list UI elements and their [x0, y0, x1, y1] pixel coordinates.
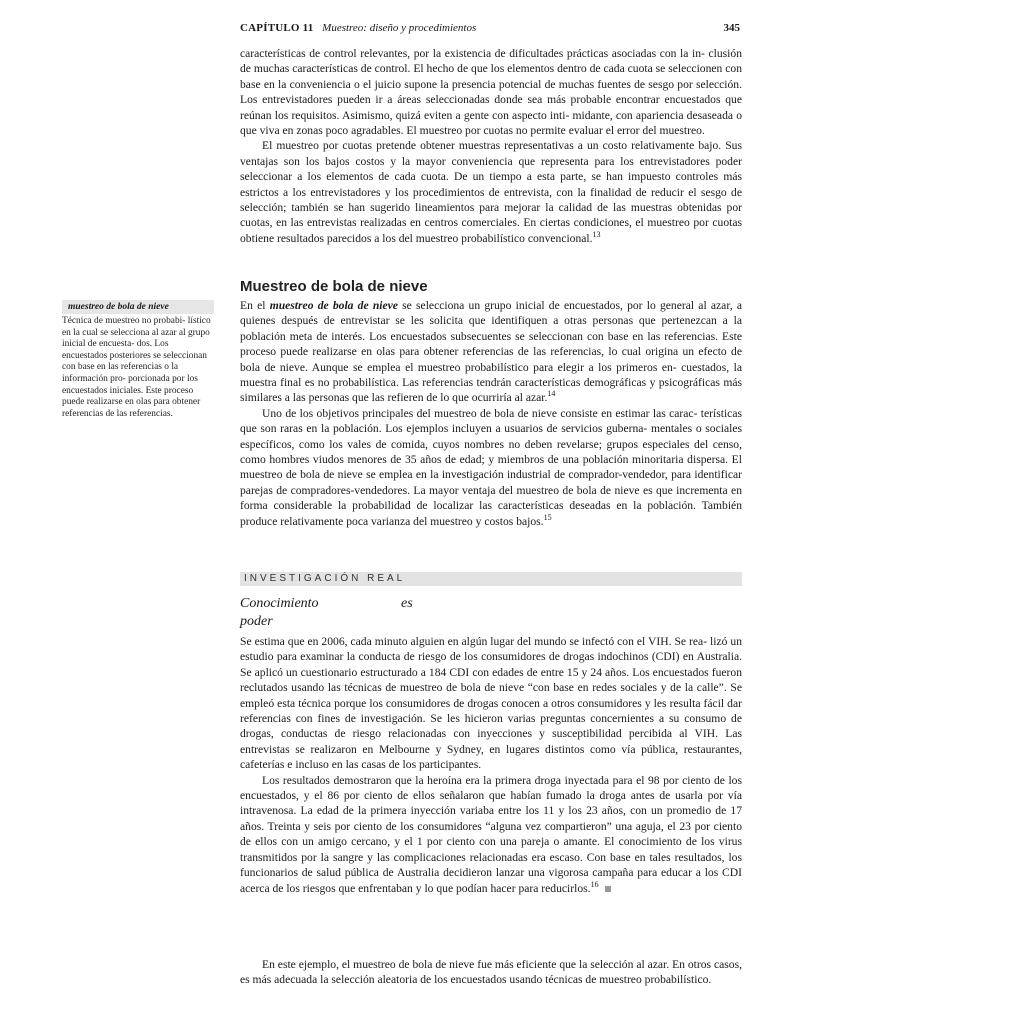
intro-paragraph-2: El muestreo por cuotas pretende obtener muestras representativas a un costo relativamente bajo. Sus ventajas son los bajos costos y la mayor conveniencia que representa para los entrevistadores poder seleccionar a los elementos de cada cuota. De un tiempo a esta parte, se han impuesto controles más estrictos a los entrevistadores y los procedimientos de entrevista, con la finalidad de reducir el sesgo de selección; también se han sugerido lineamientos para mejorar la calidad de las muestras obtenidas por cuotas, en las entrevistas realizadas en centros comerciales. En ciertas condiciones, el muestreo por cuotas obtiene resultados parecidos a los del muestreo probabilístico convencional.$^{13}$: [240, 139, 742, 245]
footnote-ref: 16: [590, 879, 599, 889]
end-of-box-icon: [605, 886, 611, 892]
intro-text: [240, 46, 742, 246]
real-research-banner: INVESTIGACIÓN REAL: [240, 572, 742, 586]
intro-paragraph-1: características de control relevantes, por la existencia de dificultades prácticas asociadas con la in- clusión de muchas características de control. El hecho de que los elementos dentro de cada cuota se seleccionen con base en la conveniencia o el juicio supone la presencia potencial de muchas fuentes de sesgo por selección. Los entrevistadores pueden ir a áreas seleccionadas donde sea más probable encontrar encuestados que reúnan los requisitos. Asimismo, quizá eviten a gente con aspecto inti- midante, con apariencia desaseada o que viva en zonas poco agradables. El muestreo por cuotas no permite evaluar el error del muestreo.: [240, 47, 742, 138]
box-paragraph-1: Se estima que en 2006, cada minuto alguien en algún lugar del mundo se infectó con el VIH. Se rea- lizó un estudio para examinar la conducta de riesgo de los consumidores de drogas indochinos (CDI) en Australia. Se aplicó un cuestionario estructurado a 184 CDI con edades de entre 15 y 24 años. Los encuestados fueron reclutados usando las técnicas de muestreo de bola de nieve “con base en redes sociales y de la calle”. Se empleó esta técnica porque los consumidores de drogas conocen a otros consumidores y les resulta fácil dar referencias con fines de investigación. Se les hicieron varias preguntas concernientes a su consumo de drogas, conductas de riesgo relacionadas con inyecciones y susceptibilidad percibida al VIH. Las entrevistas se realizaron en Melbourne y Sydney, en lugares distintos como vía pública, restaurantes, cafeterías e incluso en las casas de los participantes.: [240, 635, 742, 772]
section-paragraph-2: Uno de los objetivos principales del muestreo de bola de nieve consiste en estimar las carac- terísticas que son raras en la población. Los ejemplos incluyen a usuarios de servicios guberna- mentales o sociales específicos, como los vales de comida, cuyos nombres no deben revelarse; grupos especiales del censo, como hombres viudos menores de 35 años de edad; y miembros de una población minoritaria dispersa. El muestreo de bola de nieve se emplea en la investigación industrial de comprador-vendedor, para identificar parejas de compradores-vendedores. La mayor ventaja del muestreo de bola de nieve es que incrementa en forma considerable la probabilidad de localizar las características deseadas en la población. También produce relativamente poca varianza del muestreo y costos bajos.$^{15}$: [240, 406, 742, 528]
section-title: Muestreo de bola de nieve: [240, 278, 428, 295]
chapter-subtitle: Muestreo: diseño y procedimientos: [322, 22, 477, 34]
closing-text: [240, 957, 742, 988]
box-paragraph-2: Los resultados demostraron que la heroína era la primera droga inyectada para el 98 por ciento de los encuestados, y el 86 por ciento de ellos señalaron que habían fumado la droga antes de usarla por vía intravenosa. La edad de la primera inyección variaba entre los 11 y los 23 años, con un promedio de 17 años. Treinta y seis por ciento de los consumidores “alguna vez compartieron” una aguja, el 23 por ciento de ellos con un amigo cercano, y el 1 por ciento con una pareja o amante. El conocimiento de los virus transmitidos por la sangre y las complicaciones relacionadas era escaso. Con base en tales resultados, los funcionarios de salud pública de Australia decidieron lanzar una vigorosa campaña para educar a los CDI acerca de los riesgos que enfrentaban y lo que podían hacer para reducirlos.$^{16}$: [240, 773, 742, 895]
box-title: Conocimiento es poder: [240, 596, 413, 629]
section-paragraph-1: En el muestreo de bola de nieve se selecciona un grupo inicial de encuestados, por lo general al azar, a quienes después de entrevistar se les solicita que identifiquen a otras personas que pertenezcan a la población meta de interés. Los encuestados subsecuentes se seleccionan con base en las referencias. Este proceso puede realizarse en olas para obtener referencias de las referencias, lo cual origina un efecto de bola de nieve. Aunque se emplea el muestreo probabilístico para elegir a los primeros en- cuestados, la muestra final es no probabilística. Las referencias tendrán características demográficas y psicográficas más similares a las personas que las refieren de lo que ocurriría al azar.$^{14}$: [240, 299, 742, 405]
section-text: [240, 298, 742, 529]
chapter-label: CAPÍTULO 11: [240, 22, 314, 34]
box-text: [240, 634, 742, 896]
margin-definition: [62, 300, 214, 420]
key-term: muestreo de bola de nieve: [269, 299, 398, 312]
margin-term: muestreo de bola de nieve: [62, 300, 214, 314]
margin-definition-text: Técnica de muestreo no probabi- lístico en la cual se selecciona al azar al grupo inicial de encuesta- dos. Los encuestados posteriores se seleccionan con base en las referencias o la información pro- porcionada por los encuestados iniciales. Este proceso puede realizarse en olas para obtener referencias de las referencias.: [62, 316, 211, 419]
footnote-ref: 13: [592, 230, 601, 240]
page-number: 345: [723, 22, 740, 34]
closing-paragraph: En este ejemplo, el muestreo de bola de nieve fue más eficiente que la selección al azar. En otros casos, es más adecuada la selección aleatoria de los encuestados usando técnicas de muestreo probabilístico.: [240, 958, 742, 987]
page-header: [240, 20, 742, 36]
footnote-ref: 15: [543, 512, 552, 522]
footnote-ref: 14: [547, 389, 556, 399]
